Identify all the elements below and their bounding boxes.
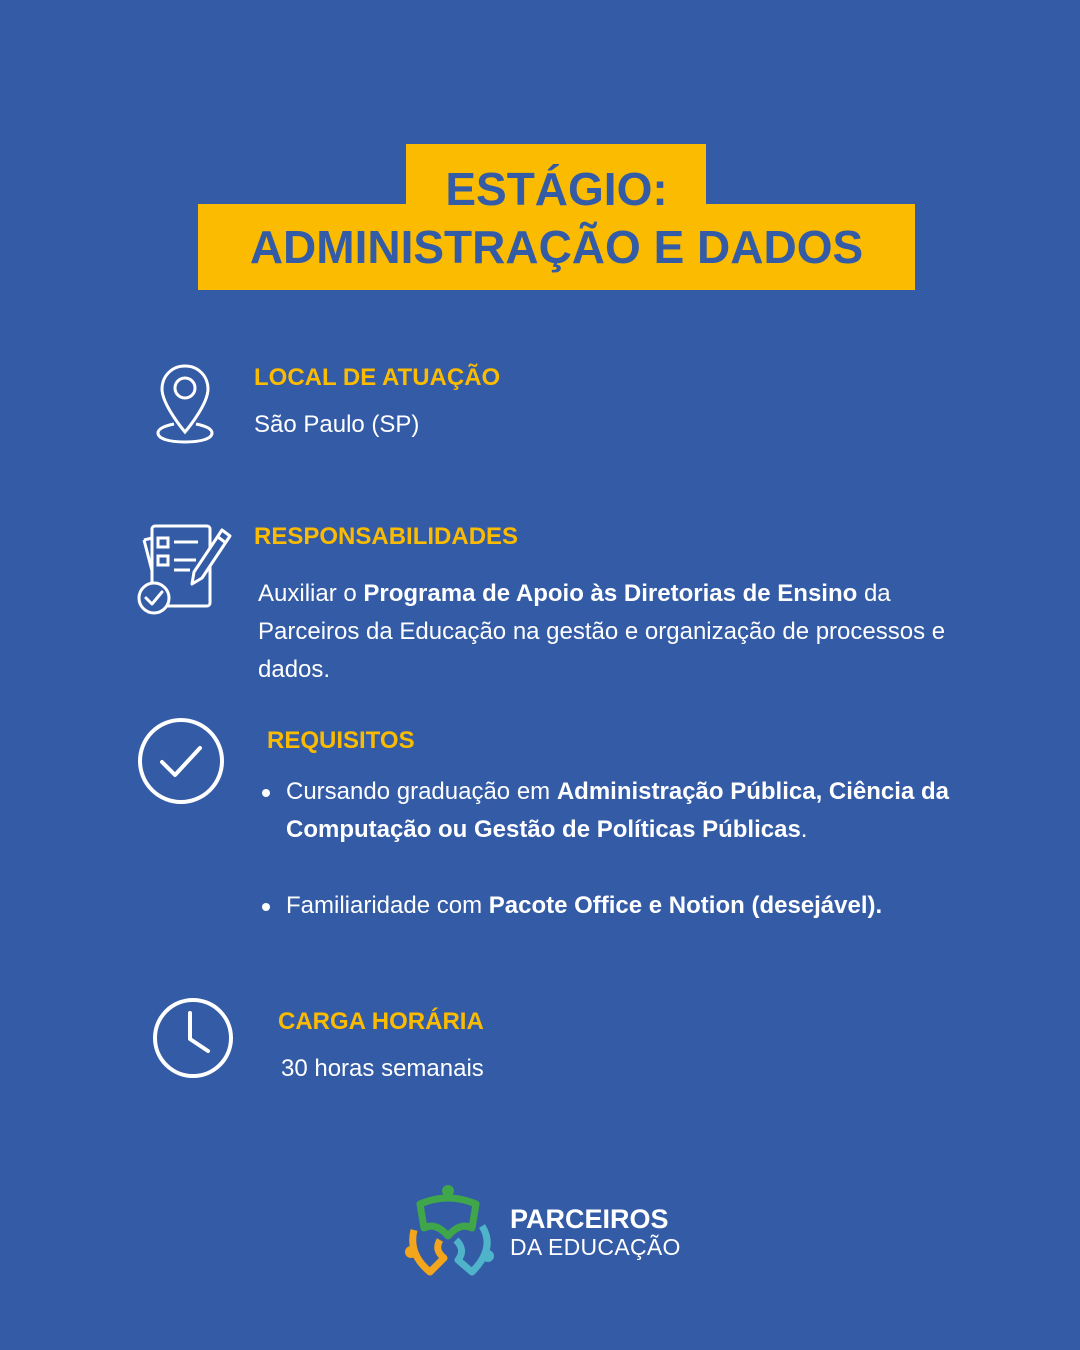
checklist-document-icon bbox=[134, 516, 236, 618]
page-title-line1: ESTÁGIO: bbox=[445, 163, 668, 215]
location-value: São Paulo (SP) bbox=[254, 411, 420, 438]
responsibilities-text bbox=[258, 575, 958, 689]
parceiros-logo-icon bbox=[400, 1182, 500, 1278]
clock-icon bbox=[150, 995, 236, 1081]
requirement-text: Familiaridade com bbox=[286, 892, 489, 919]
checkmark-circle-icon bbox=[136, 716, 226, 806]
responsibilities-text-pre: Auxiliar o bbox=[258, 580, 364, 607]
workload-heading: CARGA HORÁRIA bbox=[278, 1008, 484, 1035]
requirement-item-education bbox=[262, 773, 1002, 849]
logo-text-line2: DA EDUCAÇÃO bbox=[510, 1234, 681, 1260]
workload-value: 30 horas semanais bbox=[281, 1055, 484, 1082]
requirement-courses: Administração Pública, Ciência da Computação ou Gestão de Políticas Públicas bbox=[286, 778, 949, 843]
logo-text-line1: PARCEIROS bbox=[510, 1204, 669, 1234]
requirements-heading: REQUISITOS bbox=[267, 727, 415, 754]
requirement-text-end: . bbox=[800, 816, 808, 843]
responsibilities-text-post: da Parceiros da Educação na gestão e organização de processos e dados. bbox=[258, 580, 946, 683]
responsibilities-heading: RESPONSABILIDADES bbox=[254, 523, 519, 550]
requirement-item-tools bbox=[262, 887, 1002, 925]
location-heading: LOCAL DE ATUAÇÃO bbox=[254, 364, 501, 391]
program-name: Programa de Apoio às Diretorias de Ensino bbox=[363, 580, 858, 607]
page-title-line2: ADMINISTRAÇÃO E DADOS bbox=[249, 221, 864, 273]
location-pin-icon bbox=[152, 360, 218, 448]
requirements-list bbox=[262, 773, 1002, 925]
requirement-tools: Pacote Office e Notion (desejável). bbox=[488, 892, 883, 919]
requirement-text: Cursando graduação em bbox=[286, 778, 557, 805]
